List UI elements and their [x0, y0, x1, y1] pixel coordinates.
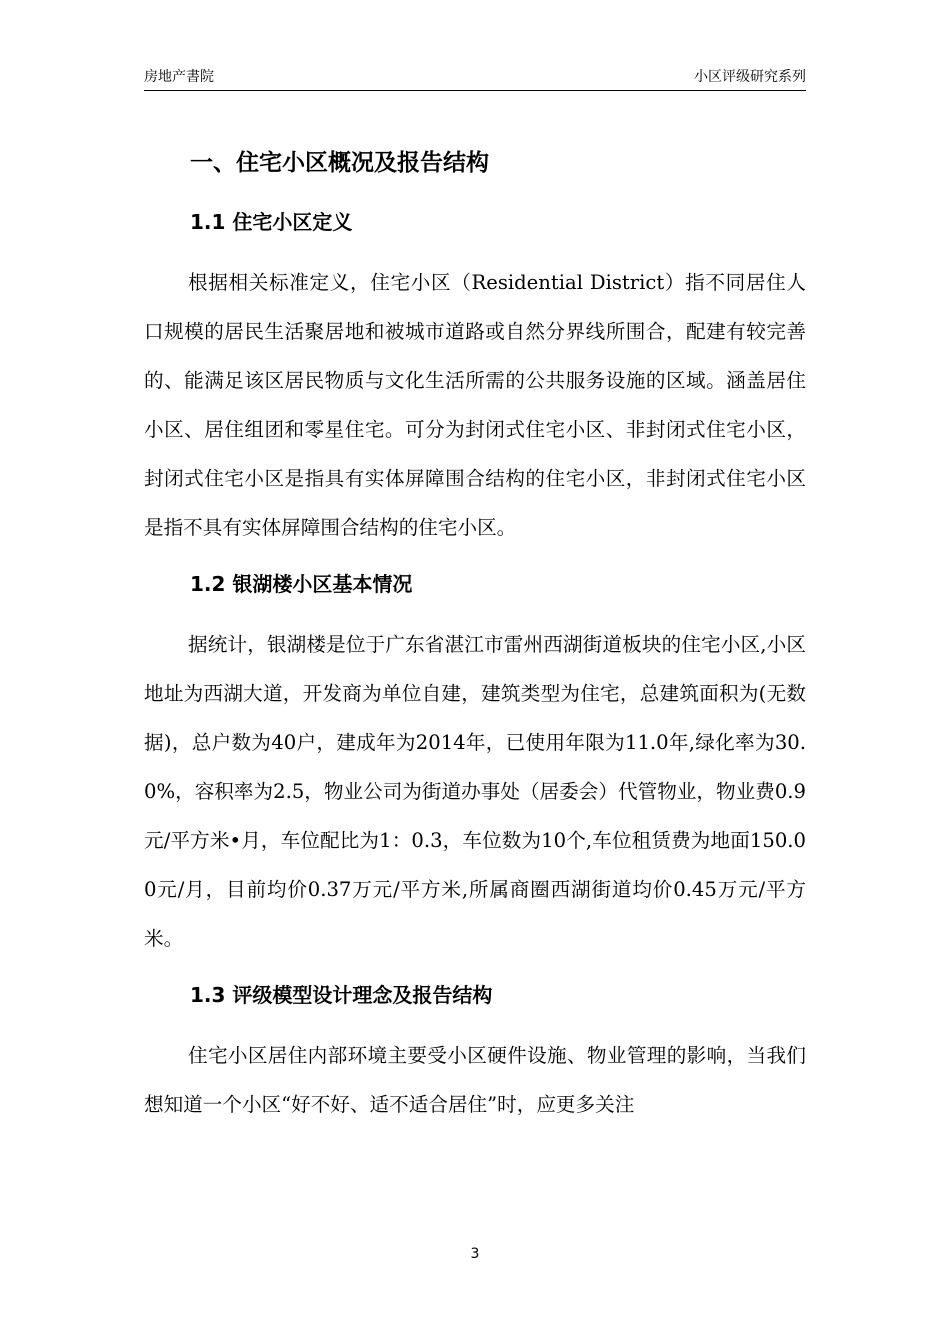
paragraph-definition: 根据相关标准定义，住宅小区（Residential District）指不同居住人口规模的居民生活聚居地和被城市道路或自然分界线所围合，配建有较完善的、能满足该区居民物质与文化生活所需的公共服务设施的区域。涵盖居住小区、居住组团和零星住宅。可分为封闭式住宅小区、非封闭式住宅小区，封闭式住宅小区是指具有实体屏障围合结构的住宅小区，非封闭式住宅小区是指不具有实体屏障围合结构的住宅小区。: [144, 271, 806, 539]
header-publisher: 房地产書院: [144, 69, 214, 85]
page-number: 3: [470, 1246, 480, 1262]
header-series-title: 小区评级研究系列: [694, 69, 806, 85]
page-header: [144, 66, 806, 91]
section-heading-1-2: 1.2 银湖楼小区基本情况: [190, 572, 413, 596]
paragraph-model-design: 住宅小区居住内部环境主要受小区硬件设施、物业管理的影响，当我们想知道一个小区“好不好、适不适合居住”时，应更多关注: [144, 1044, 806, 1116]
document-body: [144, 140, 806, 1141]
section-heading-1-1: 1.1 住宅小区定义: [190, 210, 353, 234]
chapter-heading: 一、住宅小区概况及报告结构: [190, 150, 489, 176]
paragraph-basic-info: 据统计，银湖楼是位于广东省湛江市雷州西湖街道板块的住宅小区,小区地址为西湖大道，开发商为单位自建，建筑类型为住宅，总建筑面积为(无数据)，总户数为40户，建成年为2014年，已使用年限为11.0年,绿化率为30.0%，容积率为2.5，物业公司为街道办事处（居委会）代管物业，物业费0.9元/平方米•月，车位配比为1：0.3，车位数为10个,车位租赁费为地面150.00元/月，目前均价0.37万元/平方米,所属商圈西湖街道均价0.45万元/平方米。: [144, 633, 806, 950]
section-heading-1-3: 1.3 评级模型设计理念及报告结构: [190, 983, 493, 1007]
